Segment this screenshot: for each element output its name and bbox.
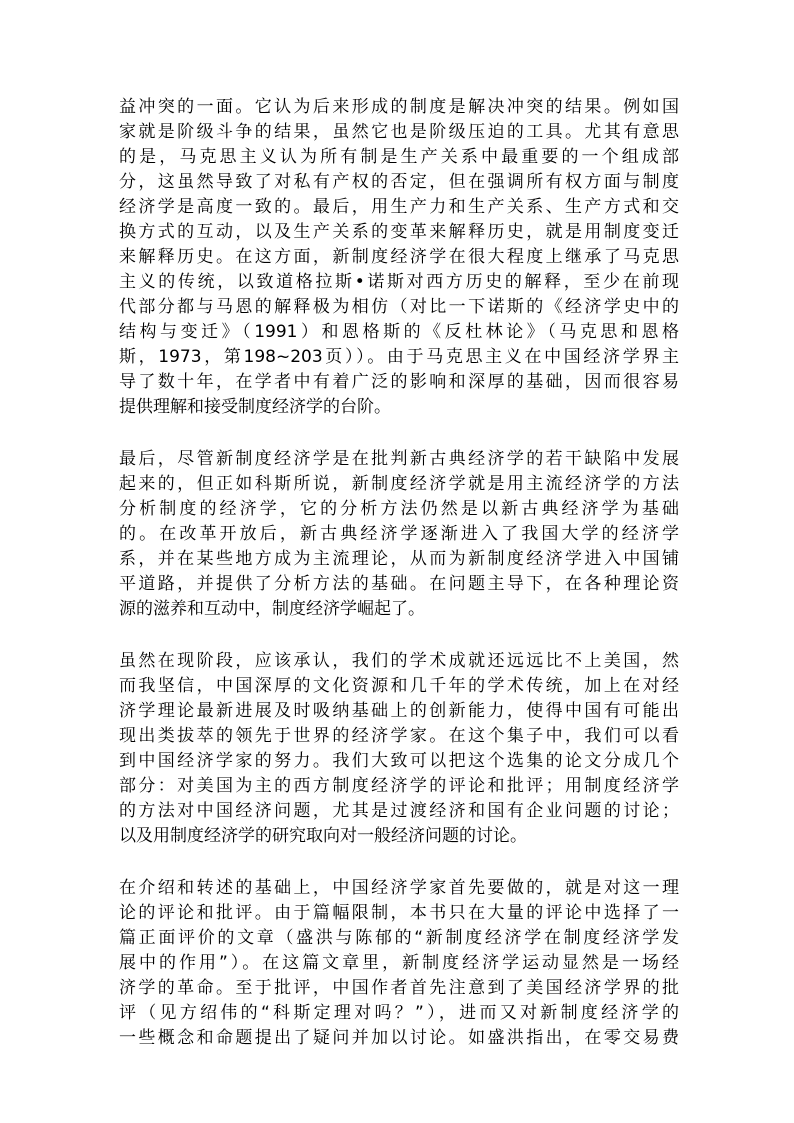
text-line: 提供理解和接受制度经济学的台阶。 xyxy=(119,397,391,417)
paragraph-4 xyxy=(119,876,679,1051)
text-line: 评（见方绍伟的“科斯定理对吗？”），进而又对新制度经济学的 xyxy=(119,1003,679,1023)
text-line: 篇正面评价的文章（盛洪与陈郁的“新制度经济学在制度经济学发 xyxy=(119,928,679,948)
document-page xyxy=(119,95,679,1078)
paragraph-2 xyxy=(119,447,679,622)
text-line: 结构与变迁》（1991）和恩格斯的《反杜林论》（马克思和恩格 xyxy=(119,322,679,342)
text-line: 系，并在某些地方成为主流理论，从而为新制度经济学进入中国铺 xyxy=(119,549,679,569)
text-line: 源的滋养和互动中，制度经济学崛起了。 xyxy=(119,599,425,619)
text-line: 经济学是高度一致的。最后，用生产力和生产关系、生产方式和交 xyxy=(119,197,679,217)
text-line: 虽然在现阶段，应该承认，我们的学术成就还远远比不上美国，然 xyxy=(119,651,679,671)
text-line: 在介绍和转述的基础上，中国经济学家首先要做的，就是对这一理 xyxy=(119,878,679,898)
text-line: 分析制度的经济学，它的分析方法仍然是以新古典经济学为基础 xyxy=(119,499,679,519)
text-line: 到中国经济学家的努力。我们大致可以把这个选集的论文分成几个 xyxy=(119,751,679,771)
text-line: 一些概念和命题提出了疑问并加以讨论。如盛洪指出，在零交易费 xyxy=(119,1028,679,1048)
text-line: 分，这虽然导致了对私有产权的否定，但在强调所有权方面与制度 xyxy=(119,172,679,192)
text-line: 起来的，但正如科斯所说，新制度经济学就是用主流经济学的方法 xyxy=(119,474,679,494)
text-line: 济学理论最新进展及时吸纳基础上的创新能力，使得中国有可能出 xyxy=(119,701,679,721)
text-line: 来解释历史。在这方面，新制度经济学在很大程度上继承了马克思 xyxy=(119,247,679,267)
text-line: 论的评论和批评。由于篇幅限制，本书只在大量的评论中选择了一 xyxy=(119,903,679,923)
text-line: 济学的革命。至于批评，中国作者首先注意到了美国经济学界的批 xyxy=(119,978,679,998)
text-line: 主义的传统，以致道格拉斯•诺斯对西方历史的解释，至少在前现 xyxy=(119,272,679,292)
text-line: 以及用制度经济学的研究取向对一般经济问题的讨论。 xyxy=(119,826,527,846)
text-line: 而我坚信，中国深厚的文化资源和几千年的学术传统，加上在对经 xyxy=(119,676,679,696)
text-line: 最后，尽管新制度经济学是在批判新古典经济学的若干缺陷中发展 xyxy=(119,449,679,469)
text-line: 代部分都与马恩的解释极为相仿（对比一下诺斯的《经济学史中的 xyxy=(119,297,679,317)
text-line: 益冲突的一面。它认为后来形成的制度是解决冲突的结果。例如国 xyxy=(119,97,679,117)
text-line: 的是，马克思主义认为所有制是生产关系中最重要的一个组成部 xyxy=(119,147,679,167)
paragraph-1 xyxy=(119,95,679,420)
text-line: 部分：对美国为主的西方制度经济学的评论和批评；用制度经济学 xyxy=(119,776,679,796)
text-line: 的方法对中国经济问题，尤其是过渡经济和国有企业问题的讨论； xyxy=(119,801,679,821)
text-line: 斯，1973，第198~203页））。由于马克思主义在中国经济学界主 xyxy=(119,347,679,367)
text-line: 现出类拔萃的领先于世界的经济学家。在这个集子中，我们可以看 xyxy=(119,726,679,746)
text-line: 平道路，并提供了分析方法的基础。在问题主导下，在各种理论资 xyxy=(119,574,679,594)
text-line: 换方式的互动，以及生产关系的变革来解释历史，就是用制度变迁 xyxy=(119,222,679,242)
text-line: 展中的作用”）。在这篇文章里，新制度经济学运动显然是一场经 xyxy=(119,953,679,973)
text-line: 导了数十年，在学者中有着广泛的影响和深厚的基础，因而很容易 xyxy=(119,372,679,392)
text-line: 家就是阶级斗争的结果，虽然它也是阶级压迫的工具。尤其有意思 xyxy=(119,122,679,142)
text-line: 的。在改革开放后，新古典经济学逐渐进入了我国大学的经济学 xyxy=(119,524,679,544)
paragraph-3 xyxy=(119,649,679,849)
